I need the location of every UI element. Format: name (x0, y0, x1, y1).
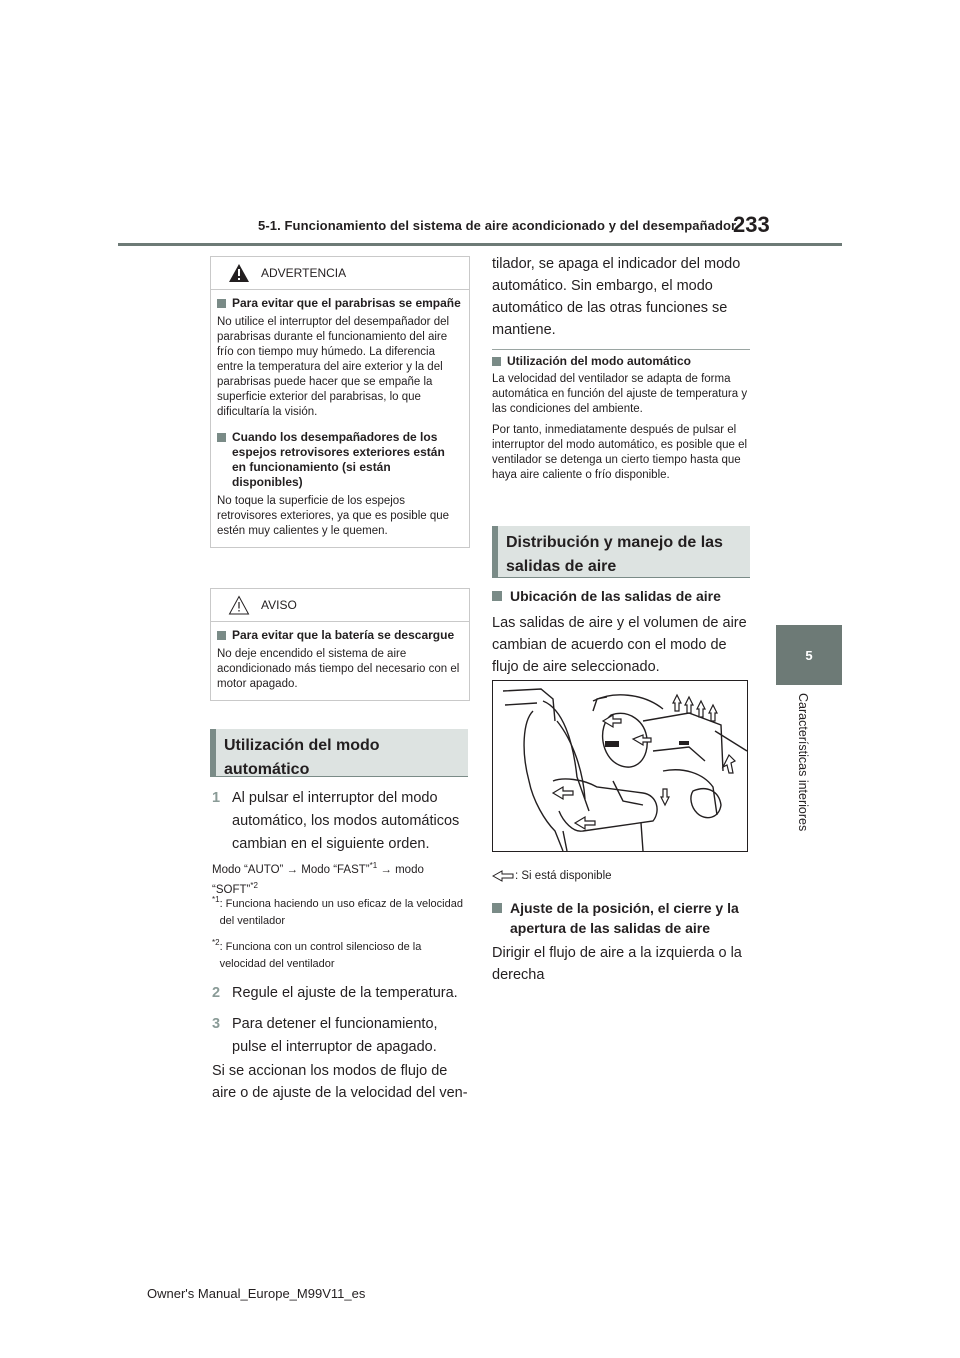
auto-info-text: Por tanto, inmediatamente después de pulsar el interruptor del modo automático, es posible que el ventilador se detenga un cierto tiempo hasta que haya aire caliente o frío disponible. (492, 424, 748, 481)
warning-triangle-icon (228, 263, 250, 283)
step-number: 2 (212, 985, 221, 1001)
chapter-label-text: Características interiores (796, 693, 810, 832)
warning-item-heading: Para evitar que el parabrisas se empañe (232, 296, 461, 310)
footnote-text: : Funciona con un control silencioso de la velocidad del ventilador (219, 941, 422, 970)
auto-mode-paragraph-part2: tilador, se apaga el indicador del modo automático. Sin embargo, el modo automático de las otras funciones se mantiene. (492, 256, 741, 338)
page-number: 233 (733, 212, 770, 237)
notice-title: AVISO (261, 598, 297, 612)
step-number: 1 (212, 790, 221, 806)
mode-sequence-part: → modo “SOFT” (212, 863, 424, 896)
running-header: 5-1. Funcionamiento del sistema de aire acondicionado y del desempañador (258, 218, 737, 233)
bullet-square-icon (217, 299, 226, 308)
caution-triangle-icon (228, 595, 250, 615)
footnote-ref: *1 (369, 861, 378, 870)
step-2 (212, 982, 470, 1005)
auto-info-heading-text: Utilización del modo automático (507, 354, 692, 368)
auto-info-text: La velocidad del ventilador se adapta de forma automática en función del ajuste de temperatura y las condiciones del ambiente. (492, 373, 748, 415)
divider (492, 349, 750, 350)
step-3 (212, 1013, 470, 1059)
bullet-square-icon (217, 631, 226, 640)
legend-text: : Si está disponible (515, 870, 612, 882)
notice-item-text: No deje encendido el sistema de aire acondicionado más tiempo del necesario con el motor apagado. (217, 648, 460, 690)
footnote-2 (212, 939, 464, 973)
bullet-square-icon (217, 433, 226, 442)
step-number: 3 (212, 1016, 221, 1032)
footer: Owner's Manual_Europe_M99V11_es (147, 1286, 366, 1301)
step-text: Para detener el funcionamiento, pulse el interruptor de apagado. (232, 1016, 438, 1055)
chapter-label (794, 693, 814, 853)
step-1 (212, 787, 470, 856)
vents-subheading-text: Ajuste de la posición, el cierre y la apertura de las salidas de aire (510, 900, 739, 936)
footnote-text: : Funciona haciendo un uso eficaz de la velocidad del ventilador (219, 898, 463, 927)
footnote-ref: *2 (250, 880, 258, 890)
mode-sequence-part: Modo “AUTO” → Modo “FAST” (212, 863, 370, 876)
legend (492, 868, 750, 884)
notice-box (210, 588, 470, 701)
vents-subheading-text: Ubicación de las salidas de aire (510, 588, 721, 604)
header-rule (118, 243, 842, 246)
vents-subheading (492, 586, 750, 606)
notice-item-heading: Para evitar que la batería se descargue (232, 628, 455, 642)
step-text: Al pulsar el interruptor del modo automático, los modos automáticos cambian en el siguiente orden. (232, 790, 460, 852)
warning-item-text: No utilice el interruptor del desempañador del parabrisas durante el funcionamiento del aire frío con tiempo muy húmedo. La diferencia entre la temperatura del aire exterior y la del parabrisas puede hacer que se empañe la superficie exterior del parabrisas, lo que dificultaría la visión. (217, 316, 450, 418)
vents-illustration (492, 680, 748, 852)
notice-item (217, 628, 461, 692)
car-interior-drawing (493, 681, 747, 851)
footnote-mark: *2 (212, 938, 220, 947)
vents-text: Dirigir el flujo de aire a la izquierda o la derecha (492, 945, 742, 983)
auto-info-heading (492, 354, 750, 368)
auto-mode-paragraph-part1: Si se accionan los modos de flujo de aire o de ajuste de la velocidad del ven- (212, 1063, 468, 1101)
notice-box-header (211, 589, 469, 622)
warning-item (217, 296, 461, 420)
warning-box (210, 256, 470, 548)
section-banner-vents: Distribución y manejo de las salidas de aire (492, 526, 750, 578)
bullet-square-icon (492, 903, 502, 913)
warning-item-text: No toque la superficie de los espejos retrovisores exteriores, ya que es posible que estén muy calientes y le quemen. (217, 495, 450, 537)
mode-sequence (212, 858, 468, 898)
vents-text: Las salidas de aire y el volumen de aire cambian de acuerdo con el modo de flujo de aire seleccionado. (492, 615, 747, 675)
bullet-square-icon (492, 591, 502, 601)
warning-box-header (211, 257, 469, 290)
optional-arrow-icon (492, 870, 514, 882)
warning-item (217, 430, 461, 539)
chapter-tab: 5 (776, 625, 842, 685)
section-banner-auto: Utilización del modo automático (210, 729, 468, 777)
vents-subheading (492, 898, 750, 938)
footnote-mark: *1 (212, 895, 220, 904)
step-text: Regule el ajuste de la temperatura. (232, 985, 458, 1001)
bullet-square-icon (492, 357, 501, 366)
footnote-1 (212, 896, 464, 930)
warning-title: ADVERTENCIA (261, 266, 347, 280)
warning-item-heading: Cuando los desempañadores de los espejos retrovisores exteriores están en funcionamiento (si están disponibles) (232, 430, 445, 489)
